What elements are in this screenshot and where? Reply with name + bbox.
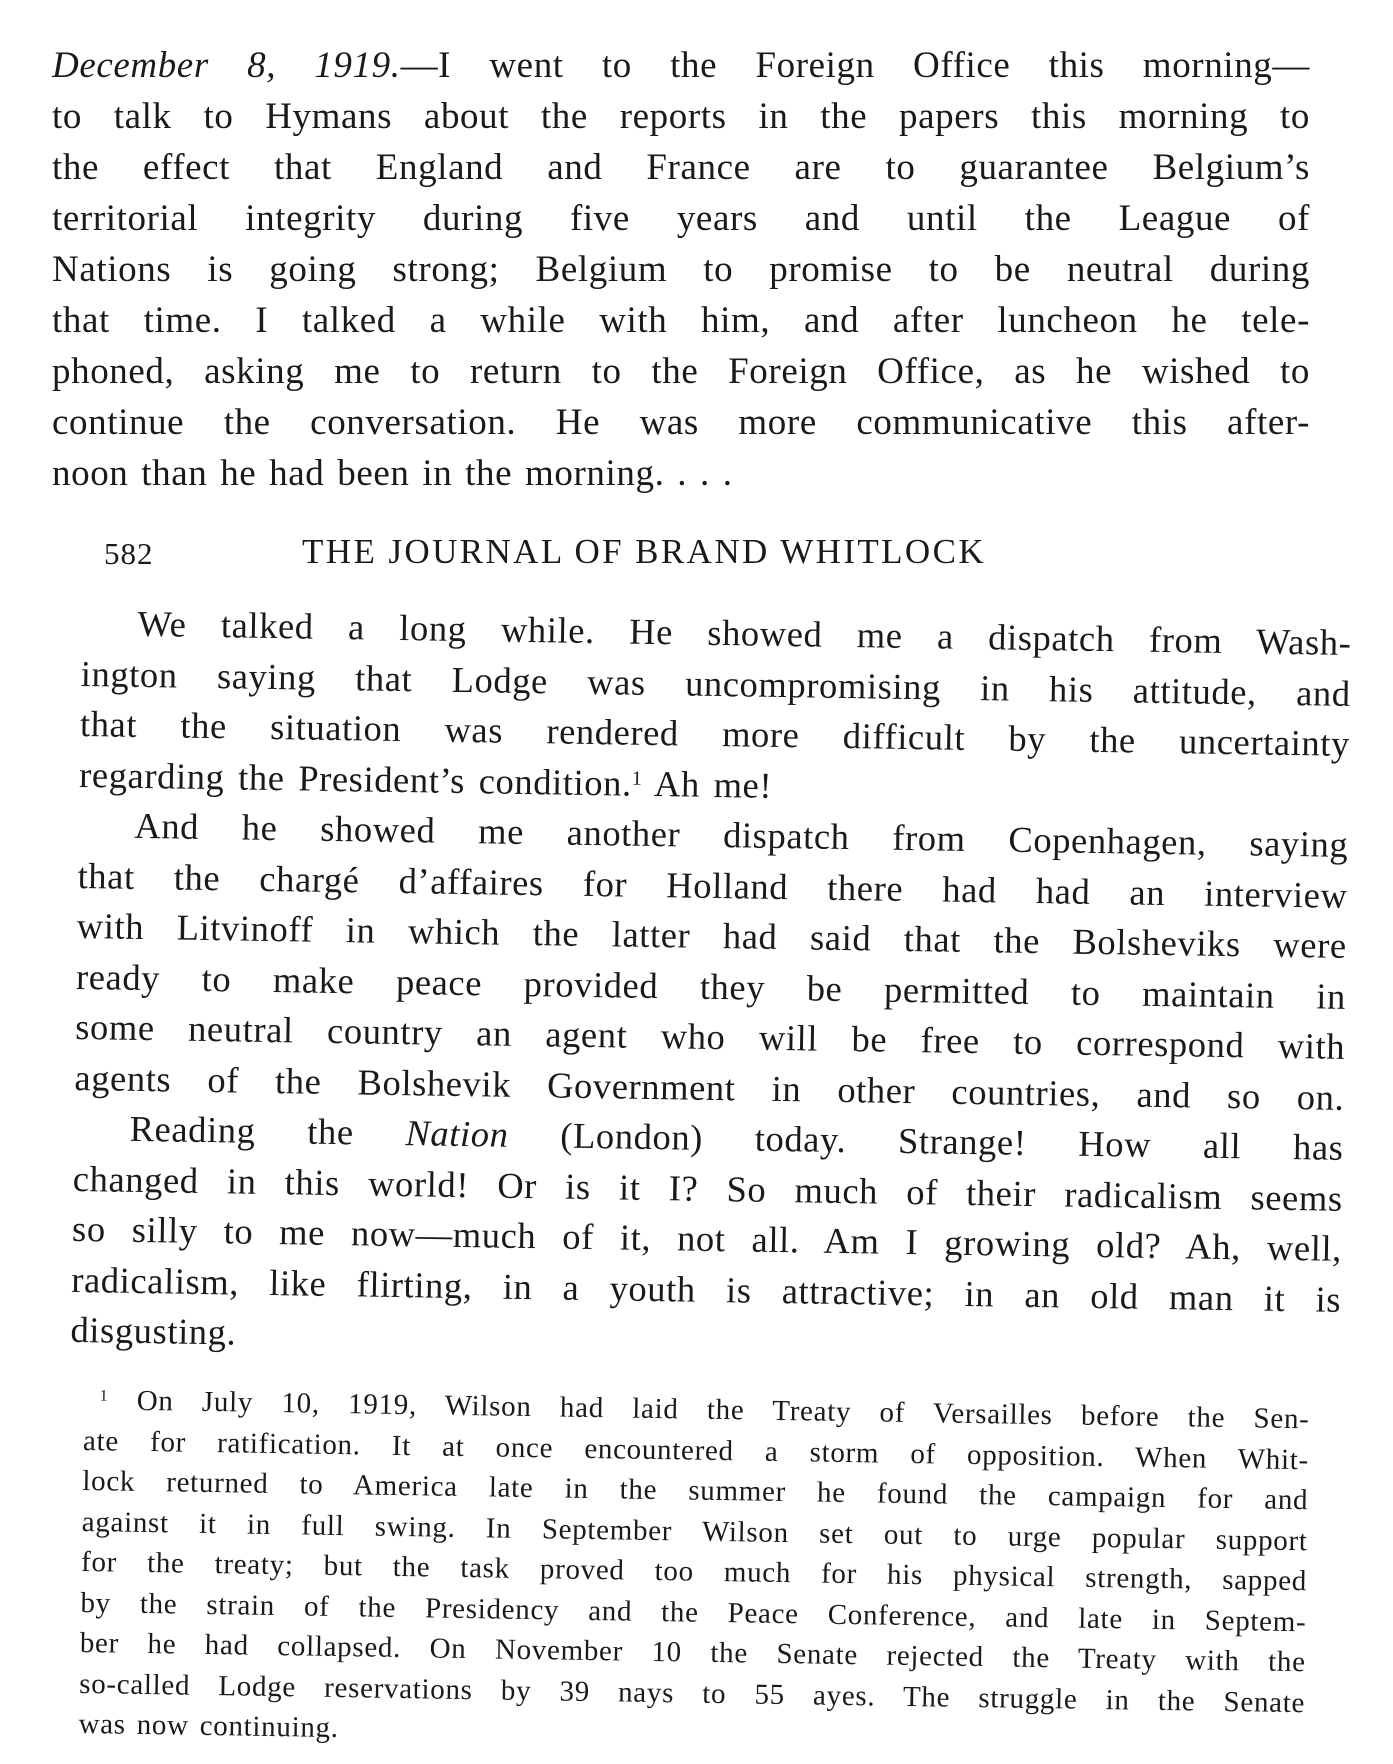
text-line: to talk to Hymans about the reports in the papers this morning to xyxy=(52,96,1310,137)
footnote-line: was now continuing. xyxy=(78,1707,339,1745)
text-line: changed in this world! Or is it I? So much of their radicalism seems xyxy=(72,1157,1344,1219)
text-line: that time. I talked a while with him, and after luncheon he tele- xyxy=(52,300,1310,341)
text-line: phoned, asking me to return to the Foreign Office, as he wished to xyxy=(52,351,1310,392)
entry-date: December 8, 1919. xyxy=(52,45,401,86)
publication-title: Nation xyxy=(405,1112,509,1155)
running-title: THE JOURNAL OF BRAND WHITLOCK xyxy=(302,532,987,571)
text-line: disgusting. xyxy=(70,1308,237,1353)
footnote-line: so-called Lodge reservations by 39 nays to 55 ayes. The struggle in the Senate xyxy=(78,1667,1306,1719)
text-line: noon than he had been in the morning. . . . xyxy=(52,453,733,494)
text-line: the effect that England and France are to guarantee Belgium’s xyxy=(52,147,1310,188)
text-line: that the chargé d’affaires for Holland there had had an interview xyxy=(77,854,1348,916)
journal-entry-december-8 xyxy=(52,40,1310,499)
page-header xyxy=(104,530,1164,580)
journal-body xyxy=(70,598,1352,1375)
text-line: ington saying that Lodge was uncompromising in his attitude, and xyxy=(80,652,1351,714)
footnote-marker: 1 xyxy=(99,1387,109,1405)
text-line: December 8, 1919.—I went to the Foreign Office this morning— xyxy=(52,45,1310,86)
text-line: ready to make peace provided they be permitted to maintain in xyxy=(75,955,1347,1017)
text-line: Nations is going strong; Belgium to promise to be neutral during xyxy=(52,249,1310,290)
text-line: so silly to me now—much of it, not all. Am I growing old? Ah, well, xyxy=(71,1207,1343,1269)
text-line: agents of the Bolshevik Government in other countries, and so on. xyxy=(74,1056,1345,1118)
text-line: some neutral country an agent who will be free to correspond with xyxy=(74,1005,1346,1067)
footnote-line: for the treaty; but the task proved too much for his physical strength, sapped xyxy=(80,1545,1308,1598)
text-line: We talked a long while. He showed me a dispatch from Wash- xyxy=(137,602,1352,663)
text-line: radicalism, like flirting, in a youth is attractive; in an old man it is xyxy=(70,1258,1342,1320)
text-line: territorial integrity during five years and until the League of xyxy=(52,198,1310,239)
footnote-line: against it in full swing. In September Wilson set out to urge popular support xyxy=(81,1505,1308,1557)
footnote-line: by the strain of the Presidency and the Peace Conference, and late in Septem- xyxy=(80,1586,1307,1638)
footnote-line: lock returned to America late in the summer he found the campaign for and xyxy=(82,1464,1309,1517)
text-line: And he showed me another dispatch from Copenhagen, saying xyxy=(134,804,1349,865)
text-line: continue the conversation. He was more communicative this after- xyxy=(52,402,1310,443)
text-line: with Litvinoff in which the latter had said that the Bolsheviks were xyxy=(76,904,1348,966)
footnote xyxy=(78,1380,1310,1764)
text-line: regarding the President’s condition.$^1$ Ah me! xyxy=(78,753,773,806)
page-number: 582 xyxy=(104,536,154,571)
footnote-line: $^1$ On July 10, 1919, Wilson had laid the Treaty of Versailles before the Sen- xyxy=(99,1384,1310,1436)
footnote-reference: 1 xyxy=(631,767,643,790)
footnote-line: ate for ratification. It at once encountered a storm of opposition. When Whit- xyxy=(82,1424,1310,1476)
footnote-line: ber he had collapsed. On November 10 the Senate rejected the Treaty with the xyxy=(79,1626,1306,1679)
text-line: that the situation was rendered more difficult by the uncertainty xyxy=(79,702,1351,764)
text-line: Reading the Nation (London) today. Strange! How all has xyxy=(129,1107,1344,1168)
